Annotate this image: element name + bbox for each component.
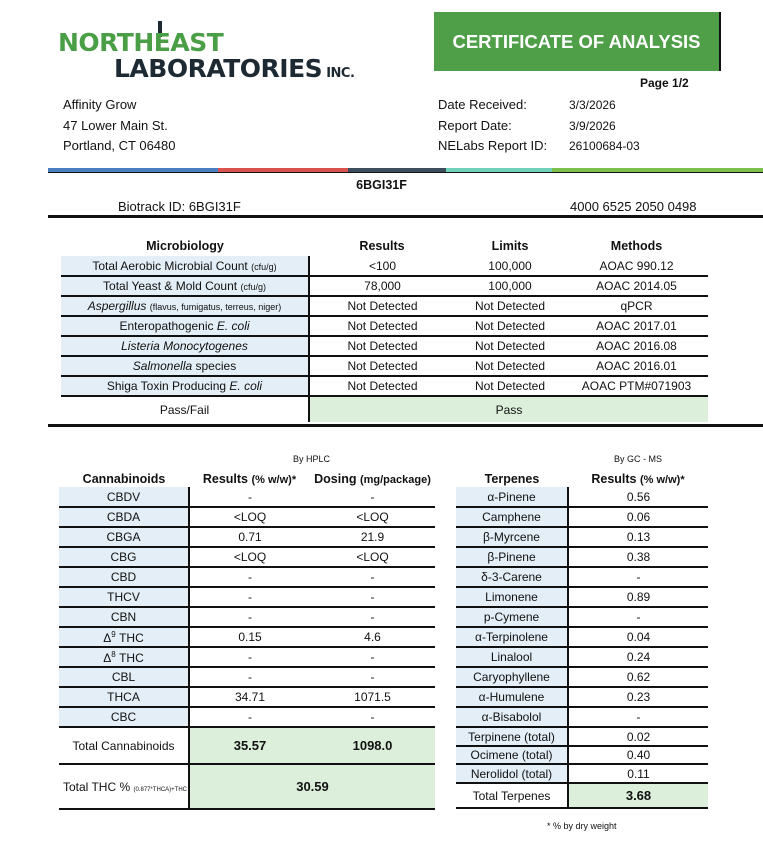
cannabinoid-name: CBN <box>59 607 189 627</box>
test-name: Total Aerobic Microbial Count (cfu/g) <box>61 256 309 276</box>
terpene-name: Nerolidol (total) <box>456 764 568 783</box>
logo-laboratories-text: LABORATORIES <box>114 54 323 83</box>
test-result: 78,000 <box>309 276 455 296</box>
sample-number: 4000 6525 2050 0498 <box>570 199 697 214</box>
cannabinoid-result: - <box>189 607 310 627</box>
report-meta-values <box>569 95 640 157</box>
table-row <box>456 746 708 764</box>
cannabinoid-name: CBD <box>59 567 189 587</box>
table-row <box>456 764 708 783</box>
client-address-line2: Portland, CT 06480 <box>63 138 176 153</box>
table-row <box>59 527 435 547</box>
terpene-result: 0.23 <box>568 687 708 707</box>
test-limit: 100,000 <box>455 276 565 296</box>
cannabinoid-dosing: 4.6 <box>310 627 435 647</box>
test-limit: Not Detected <box>455 376 565 396</box>
table-row <box>456 547 708 567</box>
test-result: Not Detected <box>309 296 455 316</box>
gcms-method-label: By GC - MS <box>614 454 663 464</box>
terpene-result: 0.06 <box>568 507 708 527</box>
table-row <box>61 376 708 396</box>
terpene-result: 0.89 <box>568 587 708 607</box>
header-terpenes: Terpenes <box>484 471 540 486</box>
header-limits: Limits <box>491 239 529 253</box>
date-received-value: 3/3/2026 <box>569 98 616 112</box>
terpene-name: δ-3-Carene <box>456 567 568 587</box>
microbiology-bottom-rule <box>48 424 763 427</box>
bar-segment-blue <box>48 168 218 172</box>
cannabinoid-name: THCV <box>59 587 189 607</box>
cannabinoids-table <box>59 470 435 810</box>
terpene-result: - <box>568 707 708 727</box>
terpene-name: α-Terpinolene <box>456 627 568 647</box>
test-limit: Not Detected <box>455 336 565 356</box>
terpene-name: Linalool <box>456 647 568 667</box>
cannabinoid-result: 34.71 <box>189 687 310 707</box>
cannabinoid-dosing: - <box>310 667 435 687</box>
cannabinoid-name: CBDA <box>59 507 189 527</box>
total-thc-label: Total THC % (0.877*THCA)+THC <box>59 764 189 809</box>
cannabinoid-result: <LOQ <box>189 507 310 527</box>
table-row <box>456 667 708 687</box>
cannabinoid-dosing: 1071.5 <box>310 687 435 707</box>
cannabinoid-result: - <box>189 667 310 687</box>
logo-laboratories <box>114 54 354 89</box>
cannabinoid-dosing: - <box>310 487 435 507</box>
cannabinoid-dosing: <LOQ <box>310 547 435 567</box>
test-name: Total Yeast & Mold Count (cfu/g) <box>61 276 309 296</box>
total-terpenes-label: Total Terpenes <box>456 783 568 808</box>
microbiology-table <box>61 236 708 422</box>
terpene-result: 0.11 <box>568 764 708 783</box>
table-row <box>59 507 435 527</box>
cannabinoid-name: CBGA <box>59 527 189 547</box>
header-dosing: Dosing (mg/package) <box>314 471 431 486</box>
client-address-line1: 47 Lower Main St. <box>63 117 168 133</box>
test-method: AOAC 2017.01 <box>565 316 708 336</box>
passfail-value: Pass <box>309 396 708 422</box>
cannabinoid-name: CBL <box>59 667 189 687</box>
table-row <box>61 296 708 316</box>
table-row <box>456 627 708 647</box>
cannabinoid-result: - <box>189 707 310 727</box>
table-row <box>456 527 708 547</box>
terpene-result: 0.40 <box>568 746 708 764</box>
table-row <box>456 727 708 746</box>
terpene-result: - <box>568 607 708 627</box>
terpene-name: α-Bisabolol <box>456 707 568 727</box>
test-name: Aspergillus (flavus, fumigatus, terreus, niger) <box>61 296 309 316</box>
total-cannabinoids-row <box>59 727 435 764</box>
test-method: qPCR <box>565 296 708 316</box>
table-row <box>456 587 708 607</box>
test-name: Enteropathogenic E. coli <box>61 316 309 336</box>
cannabinoid-dosing: - <box>310 587 435 607</box>
table-row <box>456 707 708 727</box>
cannabinoid-dosing: 21.9 <box>310 527 435 547</box>
cannabinoid-result: <LOQ <box>189 547 310 567</box>
table-row <box>59 487 435 507</box>
client-info <box>63 95 176 157</box>
terpene-result: 0.56 <box>568 487 708 507</box>
table-row <box>456 567 708 587</box>
cannabinoid-dosing: - <box>310 707 435 727</box>
table-row <box>59 587 435 607</box>
report-id-value: 26100684-03 <box>569 139 640 153</box>
color-divider-bar <box>48 168 763 173</box>
table-row <box>456 607 708 627</box>
terpene-name: Terpinene (total) <box>456 727 568 746</box>
table-row <box>61 356 708 376</box>
client-name: Affinity Grow <box>63 97 137 112</box>
biotrack-value: 6BGI31F <box>188 199 241 214</box>
cannabinoid-dosing: <LOQ <box>310 507 435 527</box>
total-cannabinoids-dosing: 1098.0 <box>310 727 435 764</box>
test-method: AOAC 2014.05 <box>565 276 708 296</box>
biotrack-id <box>118 199 241 214</box>
section-divider <box>48 215 763 218</box>
table-row <box>59 707 435 727</box>
test-method: AOAC 2016.08 <box>565 336 708 356</box>
cannabinoid-result: 0.71 <box>189 527 310 547</box>
test-method: AOAC 990.12 <box>565 256 708 276</box>
table-row <box>59 647 435 667</box>
cannabinoid-name: $\Delta^8$ THC <box>59 647 189 667</box>
cannabinoid-result: - <box>189 487 310 507</box>
table-row <box>59 547 435 567</box>
terpene-result: 0.13 <box>568 527 708 547</box>
terpene-name: Limonene <box>456 587 568 607</box>
table-row <box>59 567 435 587</box>
header-methods: Methods <box>610 239 663 253</box>
table-row <box>456 687 708 707</box>
total-thc-row <box>59 764 435 809</box>
hplc-method-label: By HPLC <box>293 454 331 464</box>
terpene-name: α-Humulene <box>456 687 568 707</box>
header-results: Results <box>359 239 405 253</box>
total-thc-value: 30.59 <box>189 764 435 809</box>
test-method: AOAC 2016.01 <box>565 356 708 376</box>
table-row <box>59 627 435 647</box>
cannabinoid-dosing: - <box>310 607 435 627</box>
cannabinoid-result: - <box>189 647 310 667</box>
test-result: Not Detected <box>309 376 455 396</box>
terpene-name: α-Pinene <box>456 487 568 507</box>
cannabinoid-name: $\Delta^9$ THC <box>59 627 189 647</box>
terpene-name: Camphene <box>456 507 568 527</box>
logo-inc: INC. <box>326 66 355 81</box>
sample-id: 6BGI31F <box>356 178 407 192</box>
logo-northeast: NORTHEAST <box>58 28 224 57</box>
total-terpenes-value: 3.68 <box>568 783 708 808</box>
terpene-result: 0.24 <box>568 647 708 667</box>
report-id-label: NELabs Report ID: <box>438 138 548 153</box>
test-limit: 100,000 <box>455 256 565 276</box>
table-row <box>456 507 708 527</box>
page-number: Page 1/2 <box>640 76 689 90</box>
table-row <box>61 316 708 336</box>
cannabinoid-result: - <box>189 567 310 587</box>
test-result: Not Detected <box>309 316 455 336</box>
test-result: Not Detected <box>309 356 455 376</box>
test-name: Listeria Monocytogenes <box>61 336 309 356</box>
test-limit: Not Detected <box>455 316 565 336</box>
table-row <box>61 256 708 276</box>
cannabinoid-dosing: - <box>310 647 435 667</box>
report-meta-labels <box>438 95 547 157</box>
cannabinoid-result: 0.15 <box>189 627 310 647</box>
table-row <box>61 276 708 296</box>
bar-segment-teal <box>446 168 552 172</box>
cannabinoid-dosing: - <box>310 567 435 587</box>
test-result: Not Detected <box>309 336 455 356</box>
test-name: Shiga Toxin Producing E. coli <box>61 376 309 396</box>
date-received-label: Date Received: <box>438 97 527 112</box>
terpene-result: - <box>568 567 708 587</box>
terpene-result: 0.38 <box>568 547 708 567</box>
test-method: AOAC PTM#071903 <box>565 376 708 396</box>
table-row <box>59 687 435 707</box>
test-limit: Not Detected <box>455 356 565 376</box>
terpene-result: 0.04 <box>568 627 708 647</box>
header-microbiology: Microbiology <box>146 239 224 253</box>
passfail-label: Pass/Fail <box>61 396 309 422</box>
header-results: Results (% w/w)* <box>591 471 685 486</box>
test-limit: Not Detected <box>455 296 565 316</box>
terpene-result: 0.62 <box>568 667 708 687</box>
cannabinoid-name: CBC <box>59 707 189 727</box>
table-row <box>61 336 708 356</box>
table-row <box>456 647 708 667</box>
test-name: Salmonella species <box>61 356 309 376</box>
cannabinoid-result: - <box>189 587 310 607</box>
terpenes-table <box>456 470 708 809</box>
report-date-label: Report Date: <box>438 117 512 133</box>
terpene-name: β-Myrcene <box>456 527 568 547</box>
passfail-row <box>61 396 708 422</box>
cannabinoid-name: THCA <box>59 687 189 707</box>
table-row <box>59 607 435 627</box>
terpene-name: β-Pinene <box>456 547 568 567</box>
terpene-result: 0.02 <box>568 727 708 746</box>
total-cannabinoids-result: 35.57 <box>189 727 310 764</box>
certificate-title: CERTIFICATE OF ANALYSIS <box>434 12 721 71</box>
terpene-name: Ocimene (total) <box>456 746 568 764</box>
bar-segment-green <box>552 168 763 172</box>
header-results: Results (% w/w)* <box>202 471 297 486</box>
bar-segment-red <box>218 168 348 172</box>
table-row <box>456 487 708 507</box>
biotrack-label: Biotrack ID: <box>118 199 186 214</box>
test-result: <100 <box>309 256 455 276</box>
total-cannabinoids-label: Total Cannabinoids <box>59 727 189 764</box>
table-row <box>59 667 435 687</box>
header-cannabinoids: Cannabinoids <box>82 471 166 486</box>
total-terpenes-row <box>456 783 708 808</box>
cannabinoid-name: CBDV <box>59 487 189 507</box>
terpene-name: Caryophyllene <box>456 667 568 687</box>
bar-segment-slate <box>348 168 446 172</box>
cannabinoid-name: CBG <box>59 547 189 567</box>
report-date-value: 3/9/2026 <box>569 118 616 133</box>
footnote: * % by dry weight <box>547 821 617 831</box>
terpene-name: p-Cymene <box>456 607 568 627</box>
